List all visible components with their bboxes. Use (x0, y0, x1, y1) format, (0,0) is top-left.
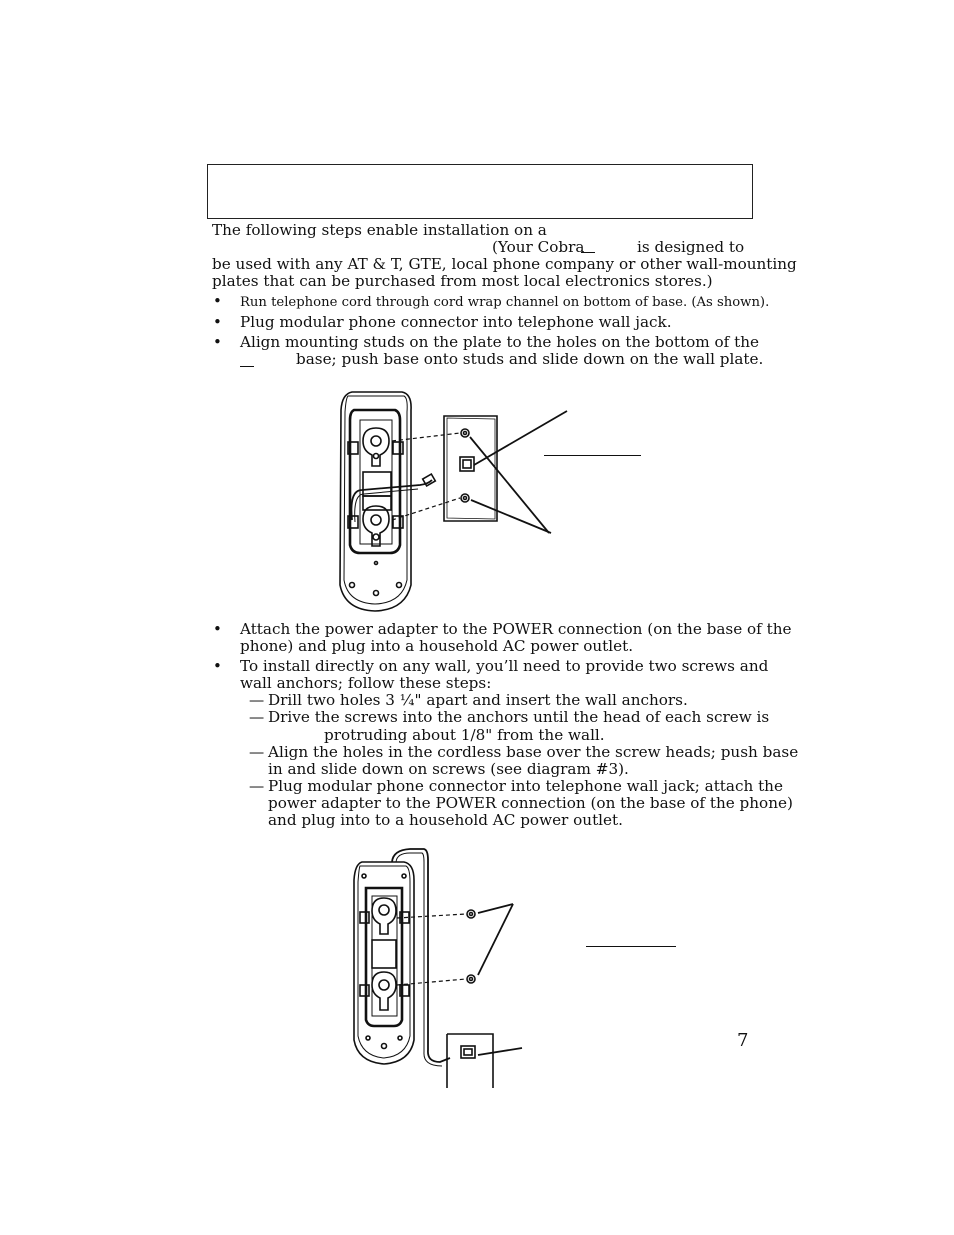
bullet-power-adapter-1: Attach the power adapter to the POWER connection (on the base of the (240, 620, 792, 638)
page-number: 7 (737, 1030, 749, 1051)
bullet-plug-connector: Plug modular phone connector into telephone wall jack. (240, 313, 672, 331)
step-dash: — (249, 708, 265, 726)
diagram-label-rule (586, 946, 676, 947)
step-plug-jack-2: power adapter to the POWER connection (on the base of the phone) (268, 794, 793, 812)
bullet-align-studs-2: base; push base onto studs and slide down on the wall plate. (296, 350, 764, 368)
intro-line-2a: (Your Cobra (492, 238, 585, 256)
bullet-mark: • (213, 333, 222, 351)
bullet-cord-wrap: Run telephone cord through cord wrap channel on bottom of base. (As shown). (240, 295, 770, 310)
intro-line-3: be used with any AT & T, GTE, local phone company or other wall-mounting (212, 255, 797, 273)
bullet-mark: • (213, 313, 222, 331)
step-align-holes-1: Align the holes in the cordless base over the screw heads; push base (268, 743, 799, 761)
step-align-holes-2: in and slide down on screws (see diagram #3). (268, 760, 629, 778)
bullet-align-studs-1: Align mounting studs on the plate to the holes on the bottom of the (240, 333, 759, 351)
step-dash: — (249, 777, 265, 795)
step-dash: — (249, 691, 265, 709)
step-drill-holes: Drill two holes 3 ¼" apart and insert the wall anchors. (268, 691, 688, 709)
bullet-mark: • (213, 657, 222, 675)
step-plug-jack-1: Plug modular phone connector into telephone wall jack; attach the (268, 777, 783, 795)
bullet-wall-install-2: wall anchors; follow these steps: (240, 674, 492, 692)
intro-line-1: The following steps enable installation on a (212, 221, 547, 239)
bullet-power-adapter-2: phone) and plug into a household AC power outlet. (240, 637, 634, 655)
bullet-mark: • (213, 292, 222, 310)
bullet-mark: • (213, 620, 222, 638)
step-drive-screws-2: protruding about 1/8" from the wall. (324, 726, 605, 744)
bullet-wall-install-1: To install directly on any wall, you’ll need to provide two screws and (240, 657, 769, 675)
intro-line-4: plates that can be purchased from most local electronics stores.) (212, 272, 713, 290)
step-drive-screws-1: Drive the screws into the anchors until the head of each screw is (268, 708, 770, 726)
intro-line-2b: is designed to (637, 238, 745, 256)
step-dash: — (249, 743, 265, 761)
step-plug-jack-3: and plug into to a household AC power outlet. (268, 811, 623, 829)
